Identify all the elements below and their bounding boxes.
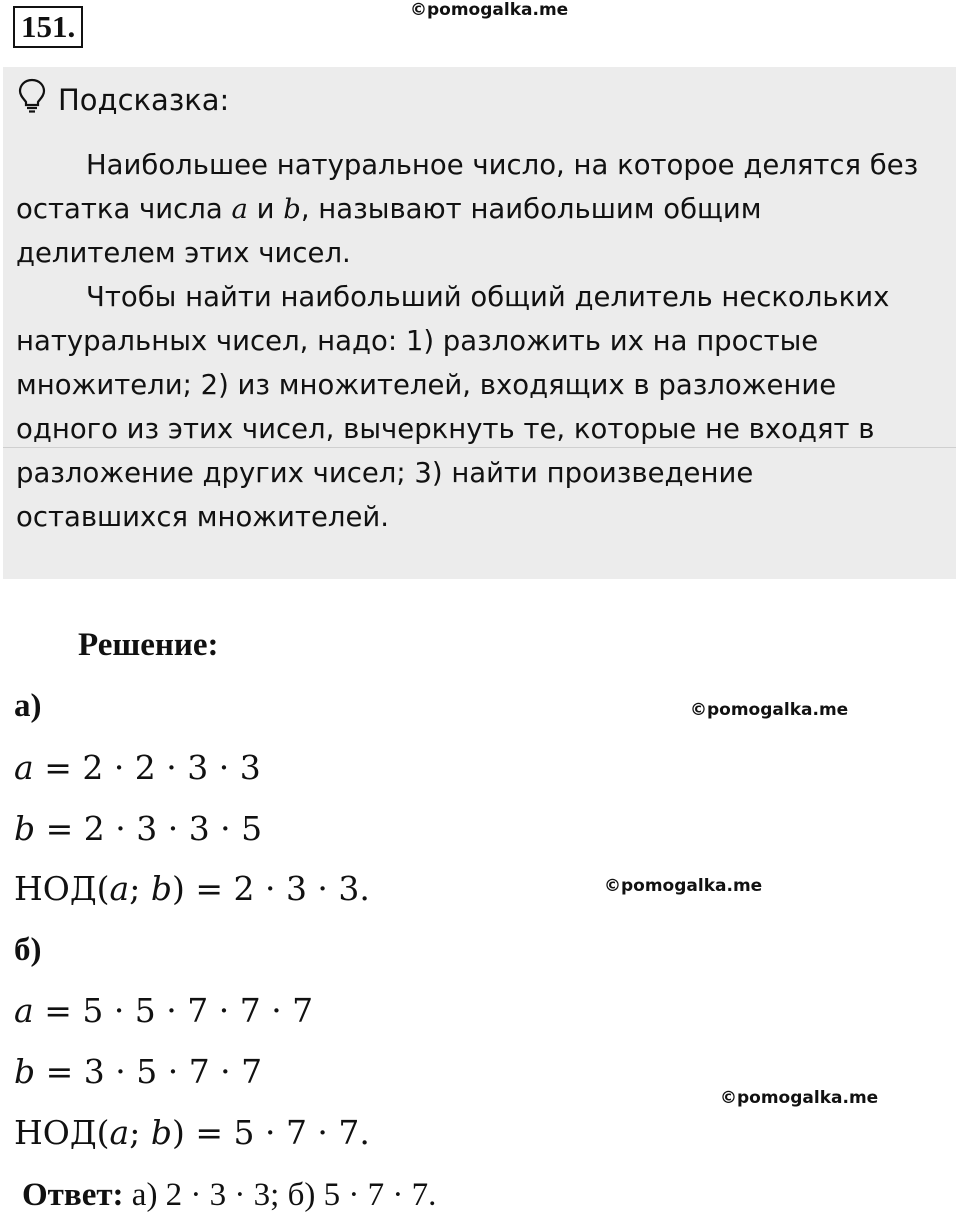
var-a: a [231,193,248,225]
lightbulb-icon [18,78,46,121]
problem-number: 151. [13,6,83,48]
watermark: ©pomogalka.me [720,1088,879,1108]
part-b-label: б) [14,932,42,968]
part-a-label: а) [14,688,42,724]
hint-text [16,143,926,539]
answer [22,1177,436,1214]
hint-paragraph-1: Наибольшее натуральное число, на которое делятся без остатка числа a и b, называют наибольшим общим делителем этих чисел. [16,149,919,269]
equation-b2: b = 3 · 5 · 7 · 7 [14,1052,263,1091]
answer-label: Ответ: [22,1177,124,1213]
solution-title: Решение: [78,627,219,663]
watermark: ©pomogalka.me [690,700,849,720]
equation-b3: НОД(a; b) = 5 · 7 · 7. [14,1113,370,1152]
var-b: b [283,193,301,225]
equation-a3: НОД(a; b) = 2 · 3 · 3. [14,869,370,908]
answer-text: а) 2 · 3 · 3; б) 5 · 7 · 7. [123,1177,437,1213]
equation-a2: b = 2 · 3 · 3 · 5 [14,809,263,848]
hint-title: Подсказка: [58,82,230,117]
equation-b1: a = 5 · 5 · 7 · 7 · 7 [14,991,314,1030]
hint-paragraph-2: Чтобы найти наибольший общий делитель нескольких натуральных чисел, надо: 1) разложить их на простые множители; 2) из множителей, входящих в разложение одного из этих чисел, вычеркнуть те, которые не входят в разложение других чисел; 3) найти произведение оставшихся множителей. [16,281,890,533]
watermark: ©pomogalka.me [410,0,569,20]
equation-a1: a = 2 · 2 · 3 · 3 [14,748,261,787]
watermark: ©pomogalka.me [604,876,763,896]
hint-header [18,78,229,121]
